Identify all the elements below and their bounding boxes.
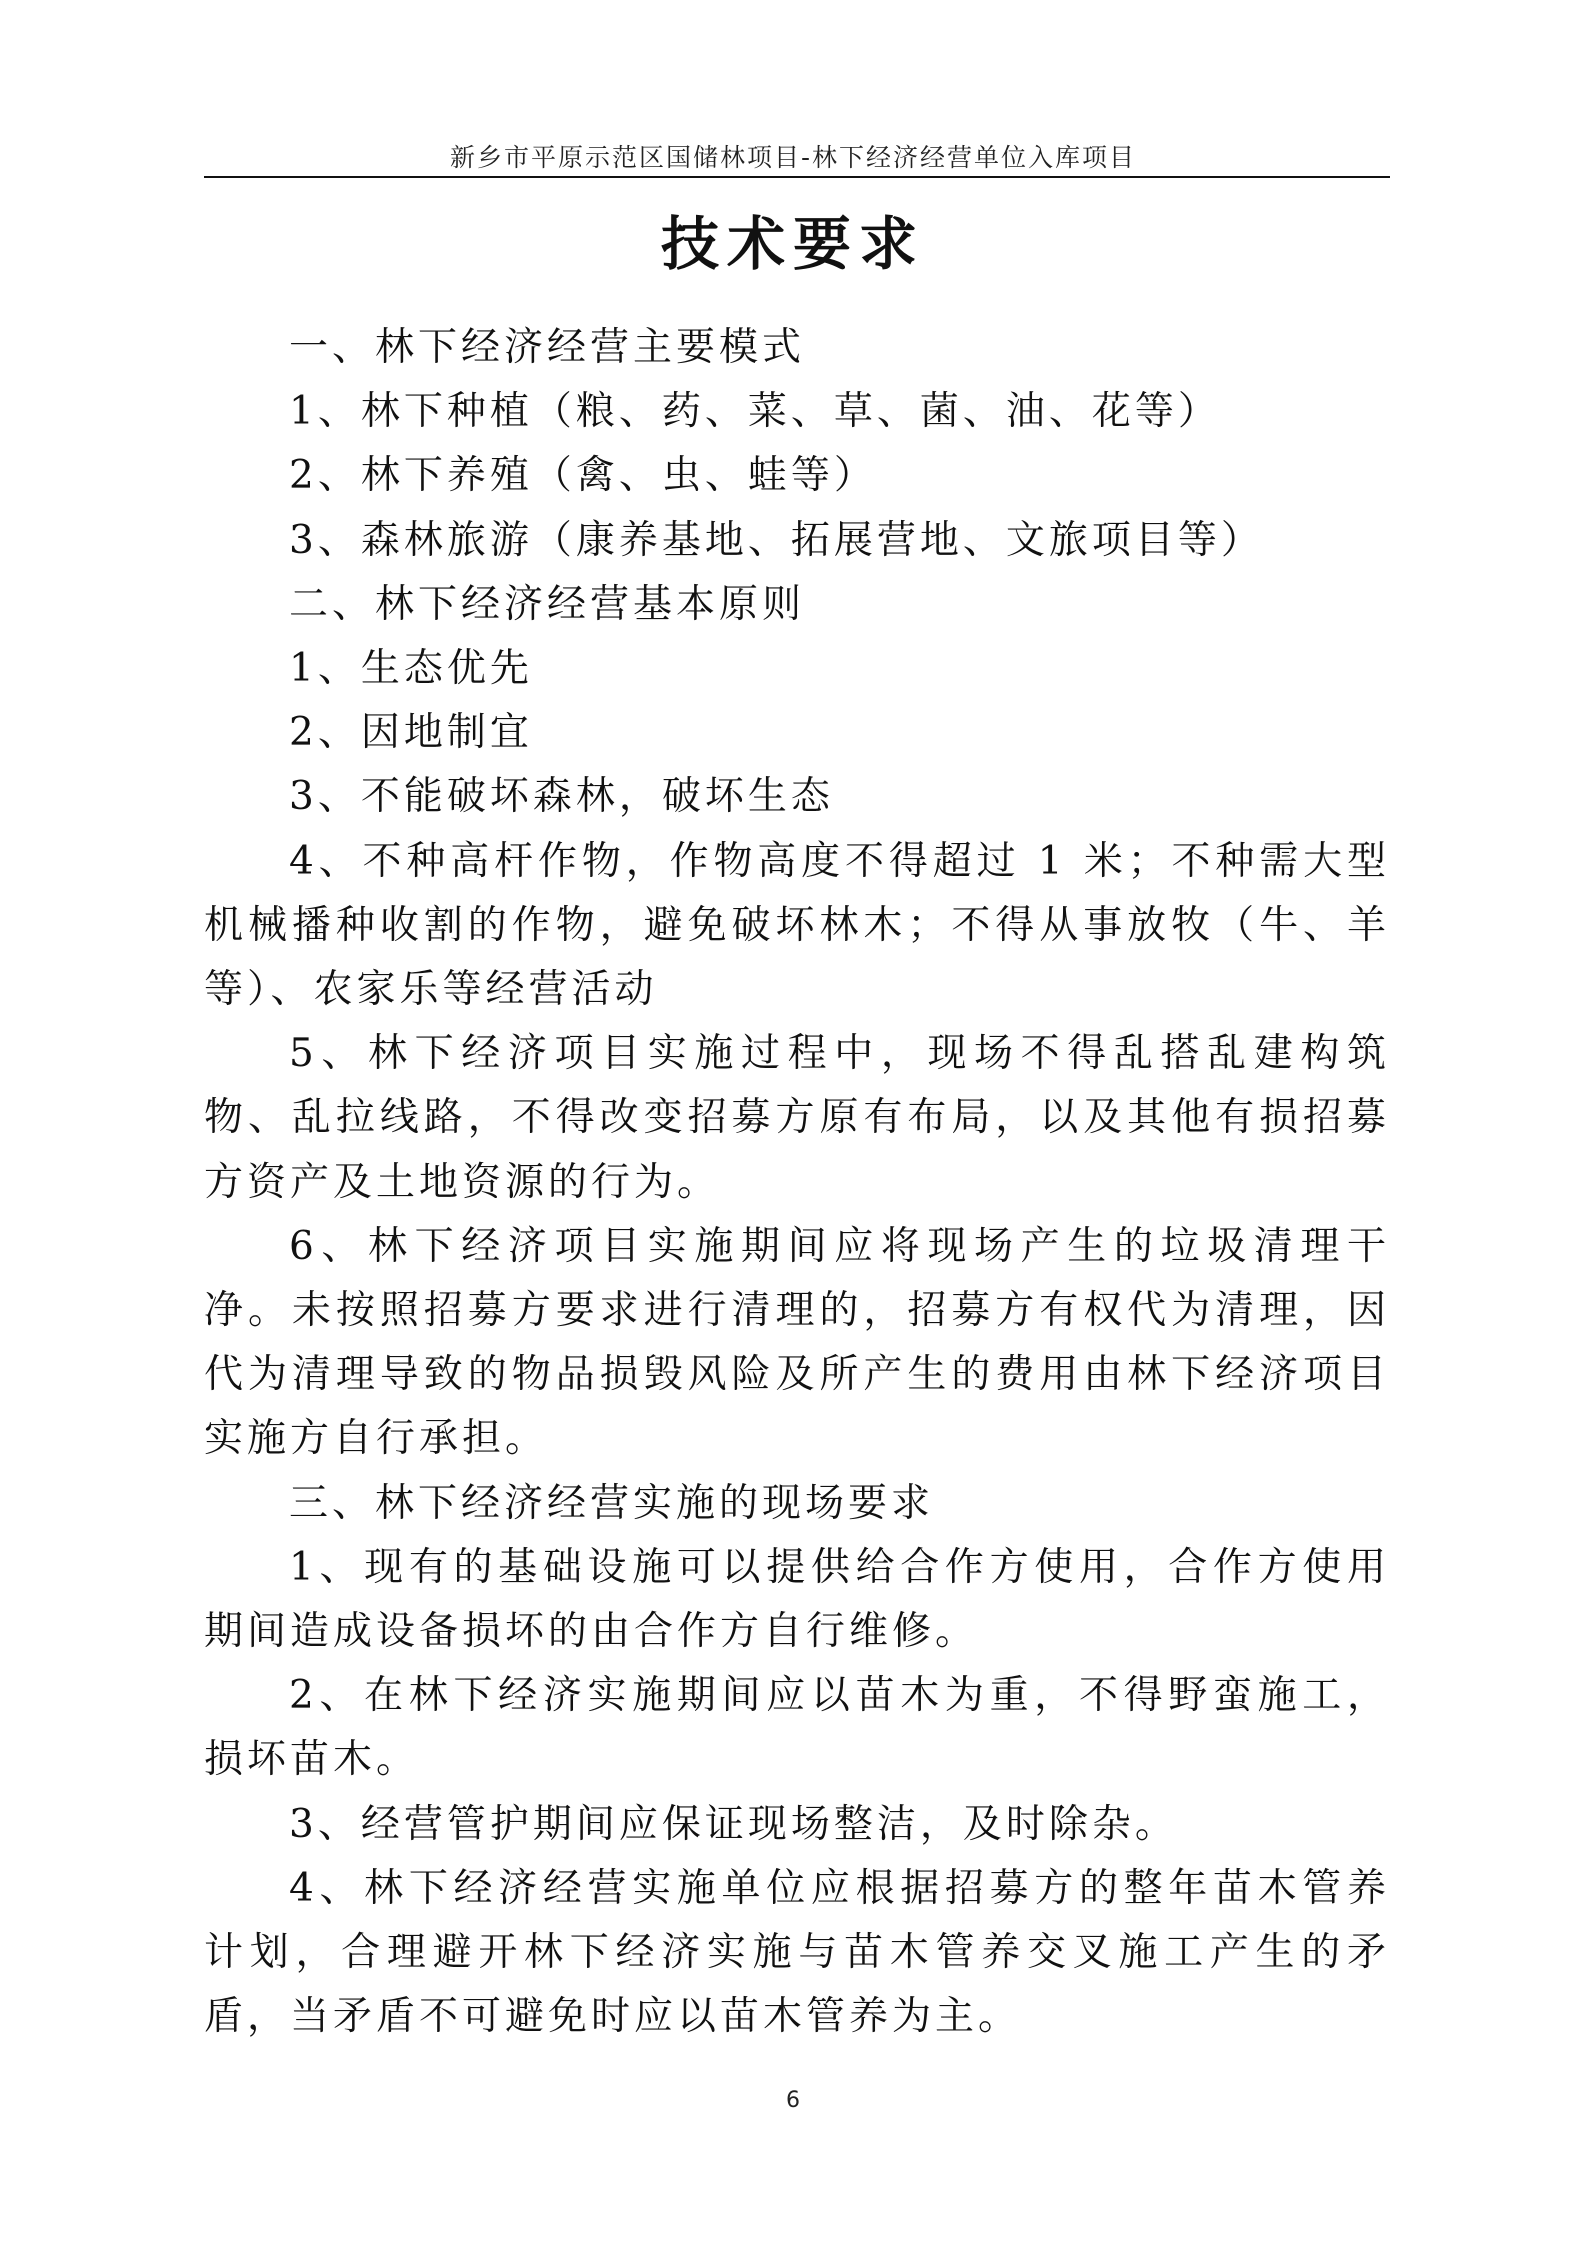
document-body <box>204 316 1390 2049</box>
list-item: 2、在林下经济实施期间应以苗木为重，不得野蛮施工，损坏苗木。 <box>204 1673 1390 1783</box>
list-item: 1、生态优先 <box>289 646 533 692</box>
list-item: 2、因地制宜 <box>289 710 533 756</box>
section-heading-3: 三、林下经济经营实施的现场要求 <box>289 1480 935 1526</box>
list-item: 3、经营管护期间应保证现场整洁，及时除杂。 <box>289 1801 1178 1847</box>
running-header: 新乡市平原示范区国储林项目-林下经济经营单位入库项目 <box>449 143 1137 172</box>
list-item: 2、林下养殖（禽、虫、蛙等） <box>289 453 877 499</box>
section-heading-2: 二、林下经济经营基本原则 <box>289 581 806 627</box>
page-number: 6 <box>786 2088 800 2113</box>
list-item: 3、不能破坏森林，破坏生态 <box>289 774 834 820</box>
list-item: 4、不种高杆作物，作物高度不得超过 1 米；不种需大型机械播种收割的作物，避免破坏林木；不得从事放牧（牛、羊等）、农家乐等经营活动 <box>204 838 1390 1013</box>
list-item: 1、现有的基础设施可以提供给合作方使用，合作方使用期间造成设备损坏的由合作方自行维修。 <box>204 1544 1390 1655</box>
list-item: 4、林下经济经营实施单位应根据招募方的整年苗木管养计划，合理避开林下经济实施与苗木管养交叉施工产生的矛盾，当矛盾不可避免时应以苗木管养为主。 <box>204 1865 1390 2040</box>
list-item: 5、林下经济项目实施过程中，现场不得乱搭乱建构筑物、乱拉线路，不得改变招募方原有布局，以及其他有损招募方资产及土地资源的行为。 <box>204 1031 1390 1205</box>
list-item: 3、森林旅游（康养基地、拓展营地、文旅项目等） <box>289 517 1264 563</box>
header-divider <box>204 176 1390 178</box>
section-heading-1: 一、林下经济经营主要模式 <box>289 325 806 370</box>
list-item: 6、林下经济项目实施期间应将现场产生的垃圾清理干净。未按照招募方要求进行清理的，招募方有权代为清理，因代为清理导致的物品损毁风险及所产生的费用由林下经济项目实施方自行承担。 <box>204 1223 1390 1462</box>
page-title: 技术要求 <box>660 210 925 278</box>
list-item: 1、林下种植（粮、药、菜、草、菌、油、花等） <box>289 389 1221 435</box>
